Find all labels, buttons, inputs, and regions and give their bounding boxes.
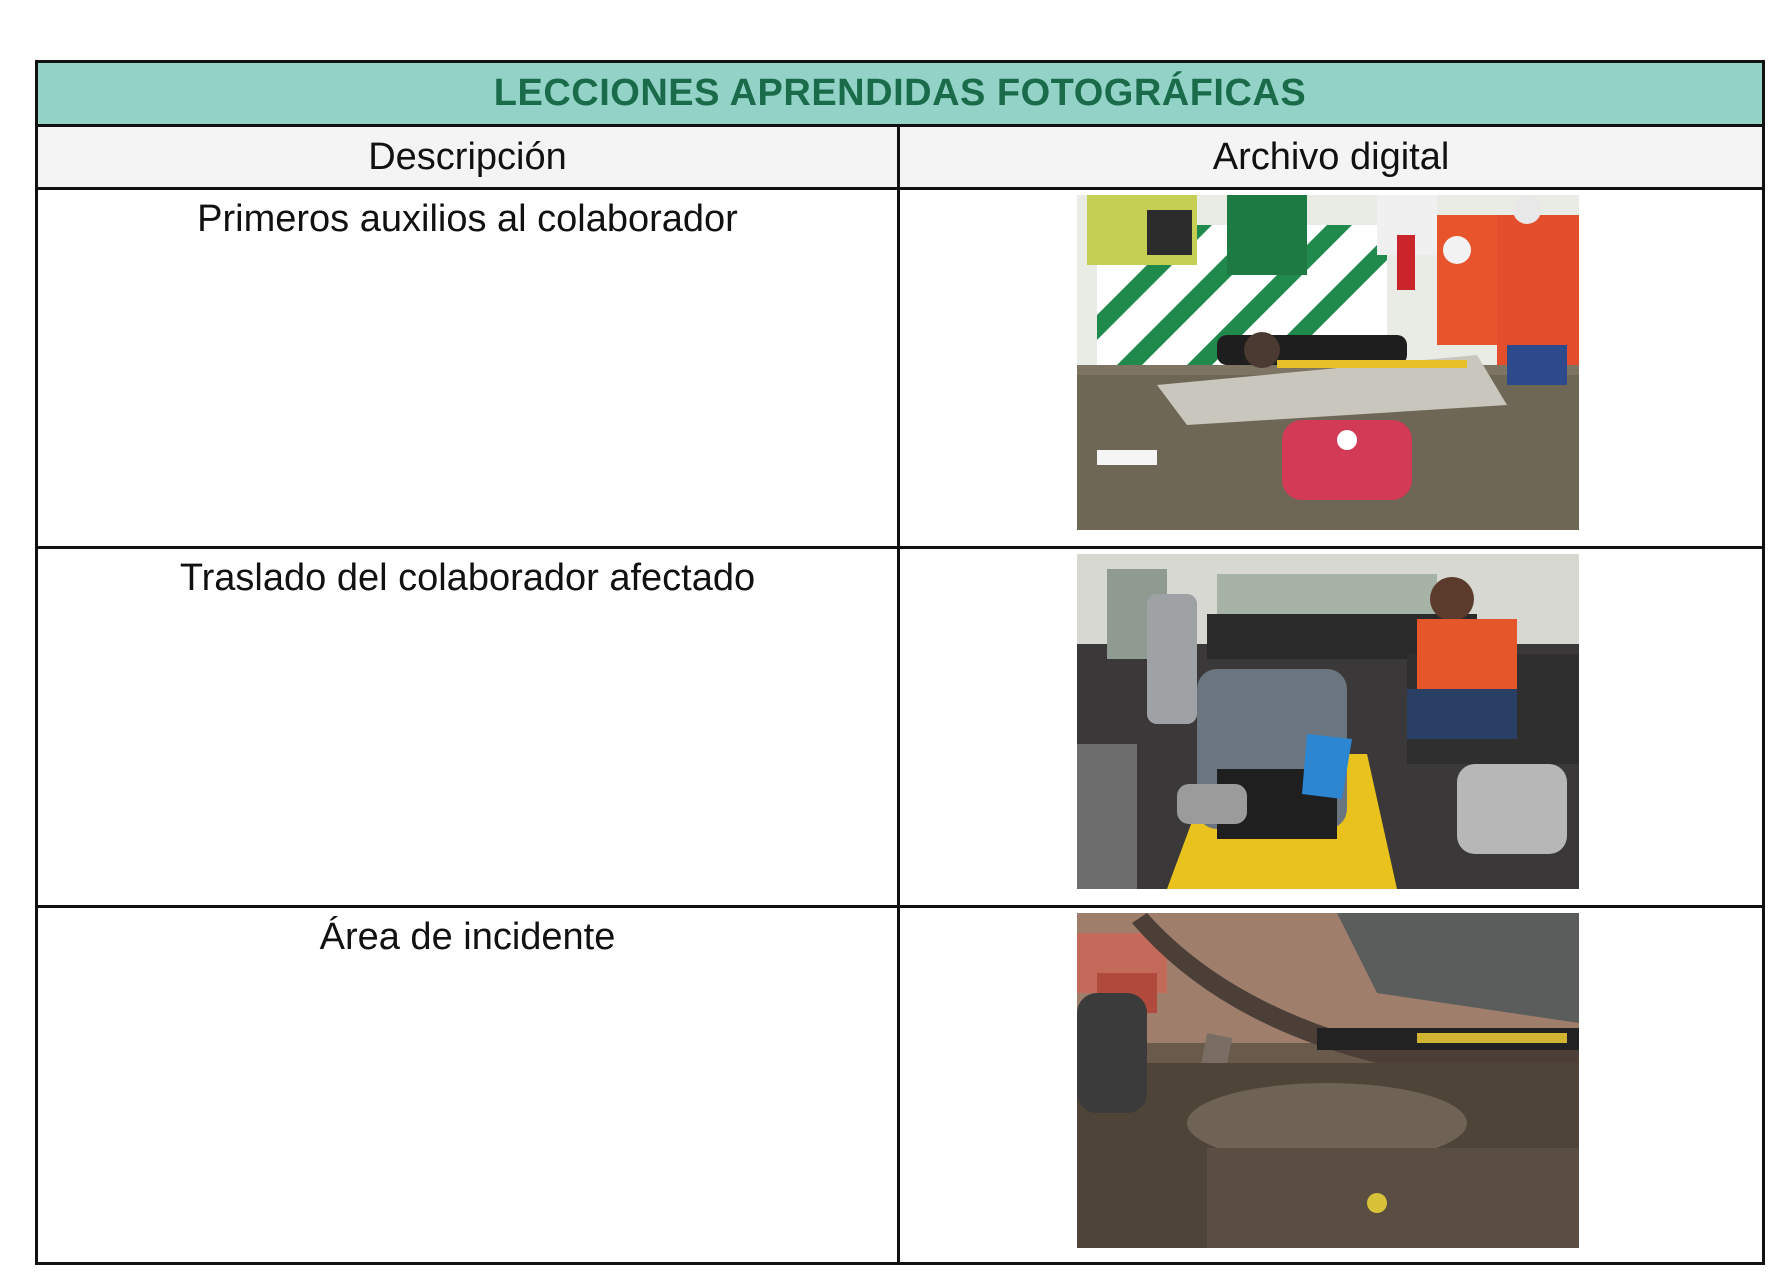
table-row bbox=[38, 549, 1762, 908]
lessons-table bbox=[35, 60, 1765, 1265]
header-description: Descripción bbox=[38, 127, 900, 187]
table-title: LECCIONES APRENDIDAS FOTOGRÁFICAS bbox=[493, 72, 1307, 114]
table-header-row bbox=[38, 127, 1762, 190]
table-row bbox=[38, 908, 1762, 1262]
row-description: Traslado del colaborador afectado bbox=[38, 549, 900, 905]
first-aid-photo bbox=[1077, 195, 1579, 530]
row-photo-cell bbox=[900, 190, 1762, 546]
incident-area-photo bbox=[1077, 913, 1579, 1248]
row-description: Área de incidente bbox=[38, 908, 900, 1262]
row-description: Primeros auxilios al colaborador bbox=[38, 190, 900, 546]
table-title-row bbox=[38, 63, 1762, 127]
row-photo-cell bbox=[900, 908, 1762, 1262]
table-row bbox=[38, 190, 1762, 549]
ambulance-transfer-photo bbox=[1077, 554, 1579, 889]
row-photo-cell bbox=[900, 549, 1762, 905]
header-digital-file: Archivo digital bbox=[1212, 135, 1450, 178]
